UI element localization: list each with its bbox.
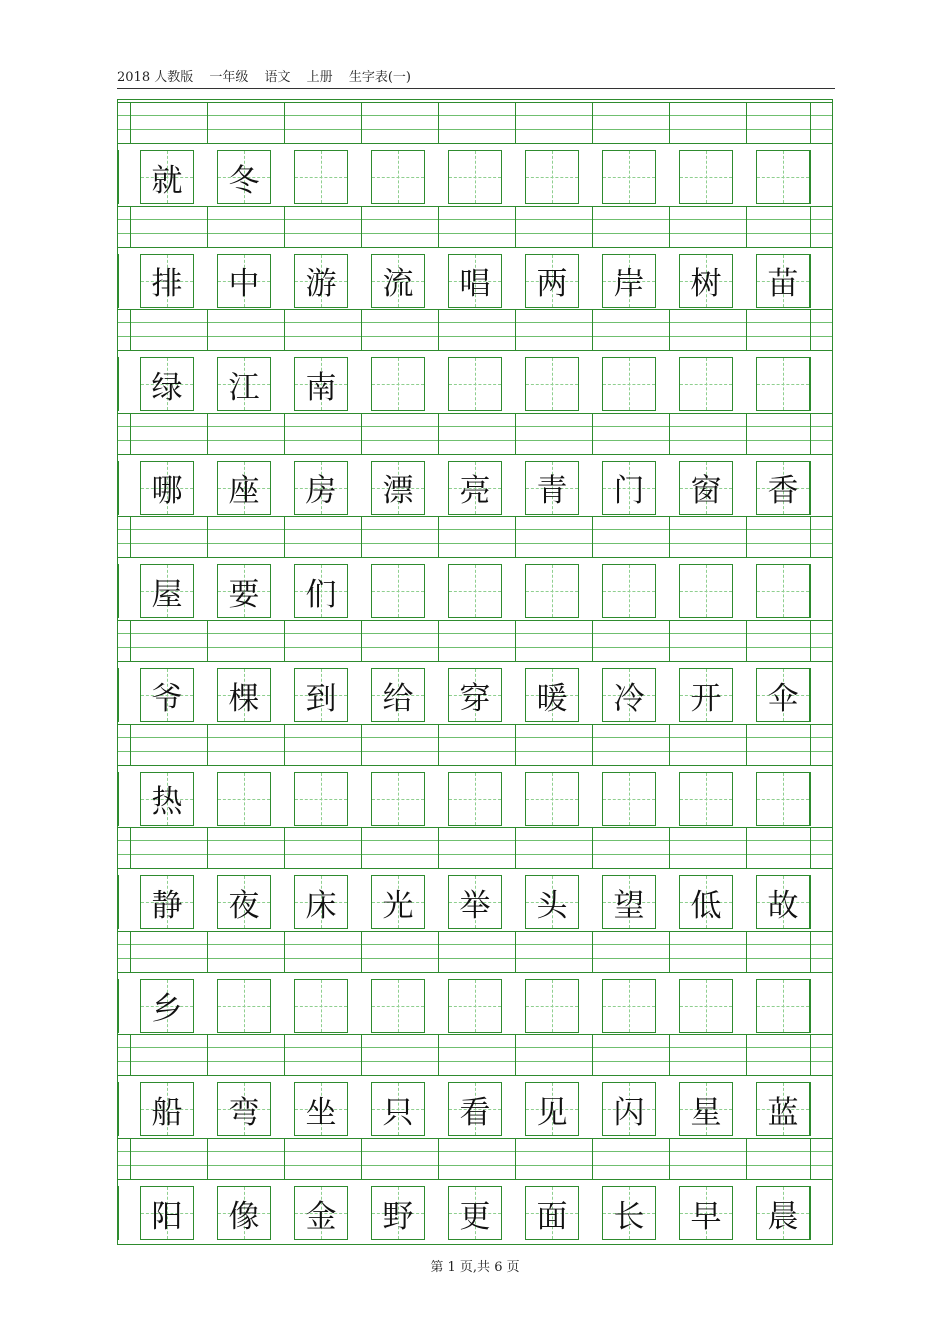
character: 星: [690, 1094, 722, 1131]
pinyin-lines: [118, 931, 832, 973]
character: 伞: [767, 680, 799, 717]
character: 野: [382, 1198, 414, 1235]
character: 更: [459, 1198, 491, 1235]
character: 窗: [690, 473, 722, 510]
character-cells: [118, 979, 832, 1035]
character-cells: [118, 772, 832, 828]
character-cell: [448, 254, 502, 308]
empty-cell: [602, 979, 656, 1033]
character: 棵: [228, 680, 260, 717]
character-cell: [756, 1186, 810, 1240]
character: 绿: [151, 369, 183, 406]
empty-cell: [525, 357, 579, 411]
character-cell: [525, 1082, 579, 1136]
character-cell: [294, 564, 348, 618]
character-cells: [118, 1186, 832, 1242]
character-cell: [140, 668, 194, 722]
character-cell: [371, 1082, 425, 1136]
empty-cell: [756, 772, 810, 826]
character-cell: [217, 1082, 271, 1136]
character-cell: [217, 461, 271, 515]
character: 亮: [459, 473, 491, 510]
character: 阳: [151, 1198, 183, 1235]
character-cells: [118, 875, 832, 931]
character-cell: [217, 254, 271, 308]
character-cell: [140, 979, 194, 1033]
empty-cell: [602, 772, 656, 826]
character: 岸: [613, 266, 645, 303]
empty-cell: [679, 357, 733, 411]
character-cell: [756, 668, 810, 722]
character-cell: [140, 1186, 194, 1240]
character: 金: [305, 1198, 337, 1235]
character-cell: [217, 564, 271, 618]
pinyin-lines: [118, 620, 832, 662]
character-cell: [679, 668, 733, 722]
character-cell: [294, 254, 348, 308]
empty-cell: [602, 564, 656, 618]
character: 光: [382, 887, 414, 924]
character: 低: [690, 887, 722, 924]
character-cell: [140, 357, 194, 411]
pinyin-lines: [118, 516, 832, 558]
character-cell: [371, 875, 425, 929]
pinyin-lines: [118, 1138, 832, 1180]
character: 举: [459, 887, 491, 924]
character: 只: [382, 1094, 414, 1131]
character: 乡: [151, 991, 183, 1028]
character-cell: [371, 1186, 425, 1240]
character-cell: [294, 1186, 348, 1240]
empty-cell: [371, 979, 425, 1033]
character-cell: [294, 875, 348, 929]
character-cell: [679, 1186, 733, 1240]
pinyin-lines: [118, 206, 832, 248]
character: 游: [305, 266, 337, 303]
character-cell: [525, 461, 579, 515]
character-cell: [294, 357, 348, 411]
character-cell: [140, 1082, 194, 1136]
empty-cell: [525, 150, 579, 204]
character-cell: [140, 772, 194, 826]
empty-cell: [217, 979, 271, 1033]
empty-cell: [448, 979, 502, 1033]
character-cell: [602, 668, 656, 722]
empty-cell: [679, 150, 733, 204]
character-cell: [525, 254, 579, 308]
character: 给: [382, 680, 414, 717]
character: 江: [228, 369, 260, 406]
pinyin-lines: [118, 413, 832, 455]
character-cell: [756, 461, 810, 515]
character: 房: [305, 473, 337, 510]
character: 热: [151, 784, 183, 821]
character-cell: [448, 668, 502, 722]
character: 要: [228, 576, 260, 613]
character-cell: [217, 1186, 271, 1240]
character-cell: [448, 1186, 502, 1240]
empty-cell: [602, 357, 656, 411]
character-practice-grid: [117, 99, 833, 1245]
character: 长: [613, 1198, 645, 1235]
character: 船: [151, 1094, 183, 1131]
pinyin-lines: [118, 102, 832, 144]
character: 看: [459, 1094, 491, 1131]
empty-cell: [448, 564, 502, 618]
character-cell: [679, 254, 733, 308]
grid-row: [118, 100, 832, 204]
empty-cell: [294, 979, 348, 1033]
character: 香: [767, 473, 799, 510]
character: 流: [382, 266, 414, 303]
character-cell: [525, 875, 579, 929]
character: 面: [536, 1198, 568, 1235]
character-cells: [118, 1082, 832, 1138]
character-cell: [602, 1082, 656, 1136]
character: 头: [536, 887, 568, 924]
character: 树: [690, 266, 722, 303]
character: 中: [228, 266, 260, 303]
empty-cell: [371, 357, 425, 411]
empty-cell: [756, 979, 810, 1033]
character: 暖: [536, 680, 568, 717]
empty-cell: [756, 564, 810, 618]
empty-cell: [371, 772, 425, 826]
character-cell: [756, 1082, 810, 1136]
character: 夜: [228, 887, 260, 924]
character: 门: [613, 473, 645, 510]
character: 闪: [613, 1094, 645, 1131]
character: 爷: [151, 680, 183, 717]
character: 床: [305, 887, 337, 924]
character-cell: [525, 1186, 579, 1240]
character: 哪: [151, 473, 183, 510]
character-cell: [679, 1082, 733, 1136]
character-cell: [602, 1186, 656, 1240]
grid-row: [118, 825, 832, 929]
character-cell: [294, 461, 348, 515]
character-cell: [448, 1082, 502, 1136]
character: 开: [690, 680, 722, 717]
character-cells: [118, 150, 832, 206]
grid-row: [118, 411, 832, 515]
character: 早: [690, 1198, 722, 1235]
character: 青: [536, 473, 568, 510]
empty-cell: [371, 564, 425, 618]
character-cell: [371, 461, 425, 515]
grid-row: [118, 722, 832, 826]
character-cell: [140, 564, 194, 618]
character-cell: [294, 668, 348, 722]
character-cell: [525, 668, 579, 722]
empty-cell: [448, 150, 502, 204]
character: 晨: [767, 1198, 799, 1235]
character: 故: [767, 887, 799, 924]
page-footer: 第 1 页,共 6 页: [430, 1260, 520, 1275]
character-cells: [118, 254, 832, 310]
empty-cell: [525, 772, 579, 826]
grid-row: [118, 618, 832, 722]
empty-cell: [679, 979, 733, 1033]
character: 屋: [151, 576, 183, 613]
character-cells: [118, 668, 832, 724]
character: 们: [305, 576, 337, 613]
empty-cell: [217, 772, 271, 826]
empty-cell: [294, 772, 348, 826]
character: 像: [228, 1198, 260, 1235]
character: 苗: [767, 266, 799, 303]
character: 见: [536, 1094, 568, 1131]
character-cells: [118, 357, 832, 413]
character: 冷: [613, 680, 645, 717]
empty-cell: [756, 357, 810, 411]
character: 坐: [305, 1094, 337, 1131]
character-cell: [140, 461, 194, 515]
character-cell: [371, 668, 425, 722]
character-cell: [602, 254, 656, 308]
character: 座: [228, 473, 260, 510]
character-cell: [217, 668, 271, 722]
empty-cell: [679, 564, 733, 618]
character: 穿: [459, 680, 491, 717]
character-cell: [140, 254, 194, 308]
character: 弯: [228, 1094, 260, 1131]
character-cells: [118, 461, 832, 517]
character: 到: [305, 680, 337, 717]
character-cell: [140, 150, 194, 204]
character: 南: [305, 369, 337, 406]
empty-cell: [294, 150, 348, 204]
character-cell: [602, 875, 656, 929]
character: 就: [151, 162, 183, 199]
empty-cell: [448, 772, 502, 826]
character-cell: [371, 254, 425, 308]
character-cell: [679, 875, 733, 929]
character-cell: [679, 461, 733, 515]
character: 排: [151, 266, 183, 303]
character: 漂: [382, 473, 414, 510]
empty-cell: [756, 150, 810, 204]
grid-row: [118, 1136, 832, 1240]
grid-row: [118, 514, 832, 618]
pinyin-lines: [118, 724, 832, 766]
grid-row: [118, 929, 832, 1033]
empty-cell: [525, 979, 579, 1033]
character: 冬: [228, 162, 260, 199]
empty-cell: [602, 150, 656, 204]
header-edition: 2018 人教版: [117, 70, 194, 85]
character-cell: [448, 875, 502, 929]
header-title: 生字表(一): [348, 70, 411, 85]
character-cell: [140, 875, 194, 929]
pinyin-lines: [118, 309, 832, 351]
character-cell: [217, 357, 271, 411]
grid-row: [118, 1032, 832, 1136]
character-cell: [756, 254, 810, 308]
page-header: [117, 66, 835, 89]
character: 唱: [459, 266, 491, 303]
character: 望: [613, 887, 645, 924]
header-volume: 上册: [306, 70, 333, 85]
character-cell: [756, 875, 810, 929]
character-cell: [217, 875, 271, 929]
pinyin-lines: [118, 1034, 832, 1076]
empty-cell: [679, 772, 733, 826]
header-grade: 一年级: [209, 70, 249, 85]
character-cell: [448, 461, 502, 515]
character: 蓝: [767, 1094, 799, 1131]
pinyin-lines: [118, 827, 832, 869]
empty-cell: [371, 150, 425, 204]
header-subject: 语文: [264, 70, 291, 85]
character: 静: [151, 887, 183, 924]
character: 两: [536, 266, 568, 303]
character-cell: [217, 150, 271, 204]
grid-row: [118, 204, 832, 308]
character-cell: [294, 1082, 348, 1136]
character-cell: [602, 461, 656, 515]
character-cells: [118, 564, 832, 620]
empty-cell: [448, 357, 502, 411]
grid-row: [118, 307, 832, 411]
empty-cell: [525, 564, 579, 618]
